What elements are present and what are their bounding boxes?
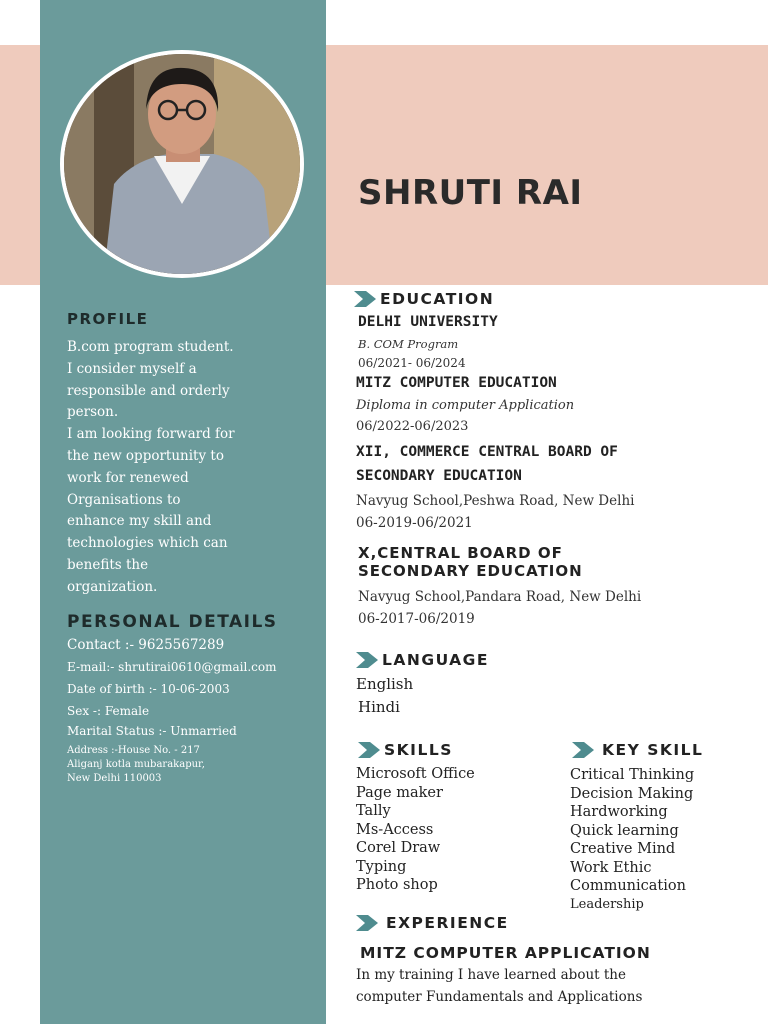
institution-name: X,CENTRAL BOARD OF <box>358 544 563 562</box>
skill-item: Ms-Access <box>356 821 434 838</box>
language-item: Hindi <box>358 698 400 716</box>
education-dates: 06-2017-06/2019 <box>358 611 475 627</box>
key-skill-item: Creative Mind <box>570 841 676 857</box>
profile-line: person. <box>67 404 119 421</box>
address-line: Address :-House No. - 217 <box>67 745 200 756</box>
skill-item: Typing <box>356 858 407 875</box>
profile-line: I consider myself a <box>67 360 197 377</box>
profile-line: technologies which can <box>67 535 228 552</box>
profile-line: work for renewed <box>67 469 189 486</box>
experience-description: computer Fundamentals and Applications <box>356 989 643 1005</box>
profile-heading: PROFILE <box>67 310 149 328</box>
experience-heading-label: EXPERIENCE <box>386 914 509 932</box>
key-skill-item: Hardworking <box>570 804 668 820</box>
profile-photo <box>60 50 304 278</box>
skill-item: Microsoft Office <box>356 766 475 782</box>
address <box>67 744 205 786</box>
institution-name: XII, COMMERCE CENTRAL BOARD OF <box>356 444 618 460</box>
experience-title: MITZ COMPUTER APPLICATION <box>360 944 651 962</box>
contact-number: Contact :- 9625567289 <box>67 637 225 653</box>
experience-description: In my training I have learned about the <box>356 967 626 983</box>
email-address: E-mail:- shrutirai0610@gmail.com <box>67 660 277 674</box>
institution-name: SECONDARY EDUCATION <box>358 562 583 580</box>
language-item: English <box>356 675 414 693</box>
language-heading-label: LANGUAGE <box>382 651 489 669</box>
education-dates: 06-2019-06/2021 <box>356 515 473 531</box>
language-heading <box>356 651 489 669</box>
key-skill-heading <box>572 741 703 759</box>
sex: Sex -: Female <box>67 704 150 718</box>
profile-line: B.com program student. <box>67 339 234 355</box>
skills-heading <box>358 741 453 759</box>
chevron-right-icon <box>354 291 376 307</box>
institution-name: SECONDARY EDUCATION <box>356 468 522 484</box>
personal-details-heading: PERSONAL DETAILS <box>67 612 278 632</box>
chevron-right-icon <box>356 915 378 931</box>
profile-line: benefits the <box>67 556 149 573</box>
profile-line: I am looking forward for <box>67 426 235 443</box>
key-skill-item: Leadership <box>570 896 644 912</box>
program-detail: Diploma in computer Application <box>356 398 575 413</box>
skills-list <box>356 765 475 895</box>
date-of-birth: Date of birth :- 10-06-2003 <box>67 682 230 696</box>
chevron-right-icon <box>356 652 378 668</box>
skill-item: Tally <box>356 803 391 819</box>
skill-item: Corel Draw <box>356 840 441 856</box>
skill-item: Page maker <box>356 784 443 801</box>
education-heading <box>354 290 494 308</box>
chevron-right-icon <box>358 742 380 758</box>
key-skill-item: Communication <box>570 878 686 894</box>
chevron-right-icon <box>572 742 594 758</box>
key-skill-item: Quick learning <box>570 822 679 839</box>
experience-heading <box>356 914 509 932</box>
candidate-name: SHRUTI RAI <box>358 173 583 213</box>
profile-line: Organisations to <box>67 491 181 508</box>
address-line: Aliganj kotla mubarakapur, <box>67 759 205 770</box>
institution-name: MITZ COMPUTER EDUCATION <box>356 375 557 391</box>
skills-heading-label: SKILLS <box>384 741 453 759</box>
profile-summary <box>67 337 317 599</box>
key-skill-list <box>570 766 694 914</box>
program-detail: B. COM Program <box>358 337 459 351</box>
institution-name: DELHI UNIVERSITY <box>358 314 498 330</box>
key-skill-item: Work Ethic <box>570 859 652 876</box>
marital-status: Marital Status :- Unmarried <box>67 724 237 738</box>
profile-line: responsible and orderly <box>67 382 230 399</box>
key-skill-item: Decision Making <box>570 785 694 802</box>
school-detail: Navyug School,Pandara Road, New Delhi <box>358 589 642 605</box>
education-heading-label: EDUCATION <box>380 290 495 308</box>
profile-line: the new opportunity to <box>67 447 224 464</box>
key-skill-item: Critical Thinking <box>570 767 695 783</box>
key-skill-heading-label: KEY SKILL <box>602 741 704 759</box>
profile-line: organization. <box>67 578 158 595</box>
address-line: New Delhi 110003 <box>67 773 162 784</box>
skill-item: Photo shop <box>356 877 438 893</box>
profile-line: enhance my skill and <box>67 513 212 530</box>
education-dates: 06/2022-06/2023 <box>356 419 469 434</box>
school-detail: Navyug School,Peshwa Road, New Delhi <box>356 493 635 509</box>
person-portrait-icon <box>64 54 300 274</box>
education-dates: 06/2021- 06/2024 <box>358 356 466 370</box>
